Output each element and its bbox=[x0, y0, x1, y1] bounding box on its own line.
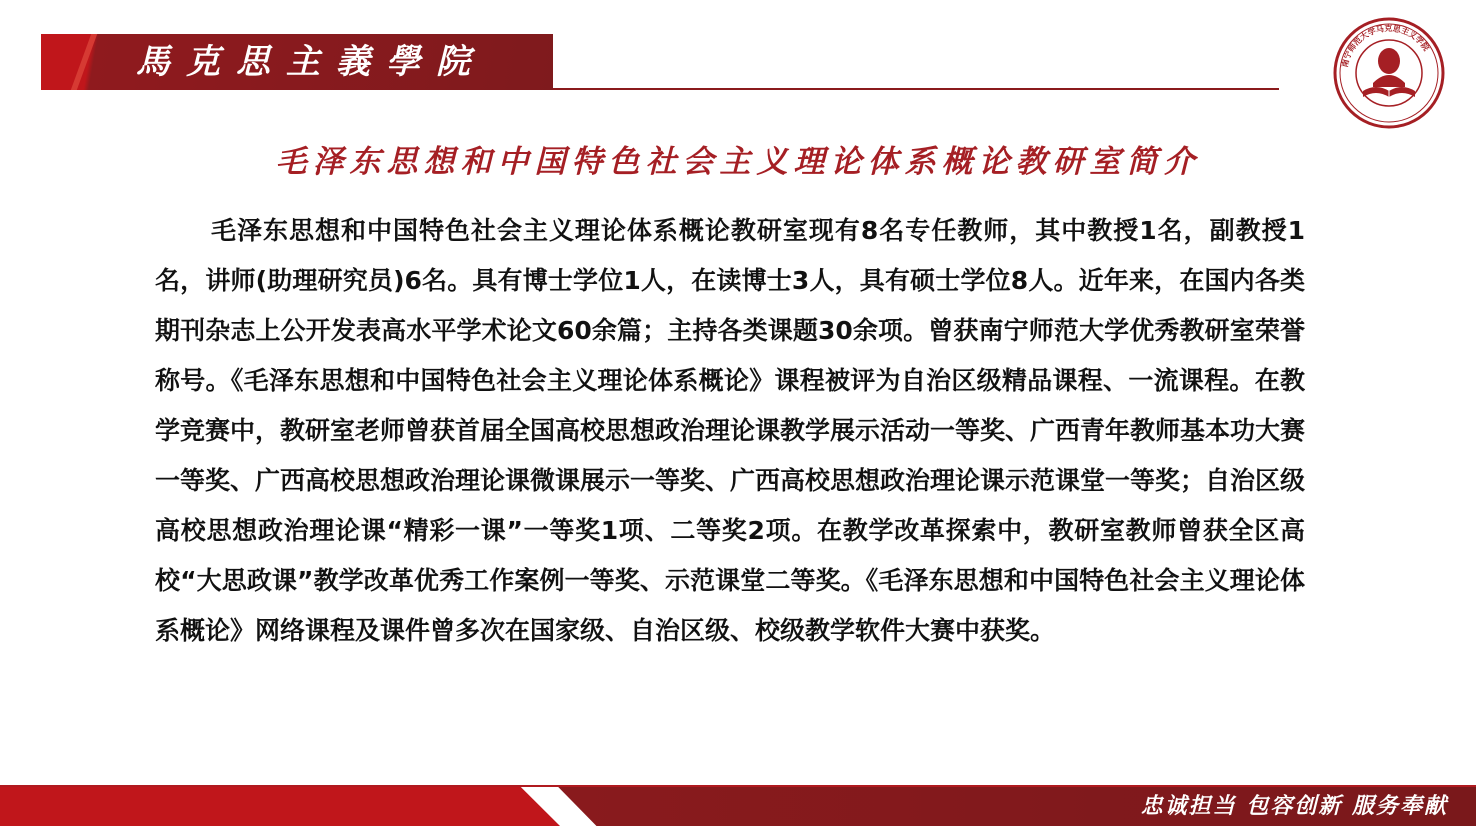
intro-paragraph: 毛泽东思想和中国特色社会主义理论体系概论教研室现有8名专任教师，其中教授1名，副教授1名，讲师(助理研究员)6名。具有博士学位1人，在读博士3人，具有硕士学位8人。近年来，在国内各类期刊杂志上公开发表高水平学术论文60余篇；主持各类课题30余项。曾获南宁师范大学优秀教研室荣誉称号。《毛泽东思想和中国特色社会主义理论体系概论》课程被评为自治区级精品课程、一流课程。在教学竞赛中，教研室老师曾获首届全国高校思想政治理论课教学展示活动一等奖、广西青年教师基本功大赛一等奖、广西高校思想政治理论课微课展示一等奖、广西高校思想政治理论课示范课堂一等奖；自治区级高校思想政治理论课“精彩一课”一等奖1项、二等奖2项。在教学改革探索中，教研室教师曾获全区高校“大思政课”教学改革优秀工作案例一等奖、示范课堂二等奖。《毛泽东思想和中国特色社会主义理论体系概论》网络课程及课件曾多次在国家级、自治区级、校级教学软件大赛中获奖。 bbox=[155, 216, 1306, 645]
header-banner bbox=[41, 34, 553, 90]
page-title: 毛泽东思想和中国特色社会主义理论体系概论教研室简介 bbox=[275, 144, 1201, 180]
header-stripe bbox=[71, 34, 97, 90]
seal-ring-text: 南宁师范大学马克思主义学院 bbox=[1340, 23, 1431, 69]
footer-slogan: 忠诚担当 包容创新 服务奉献 bbox=[1140, 793, 1448, 819]
header-divider bbox=[553, 88, 1279, 90]
university-seal-icon bbox=[1333, 17, 1445, 129]
header-title: 馬克思主義學院 bbox=[136, 42, 486, 82]
footer-band-red bbox=[0, 787, 560, 826]
